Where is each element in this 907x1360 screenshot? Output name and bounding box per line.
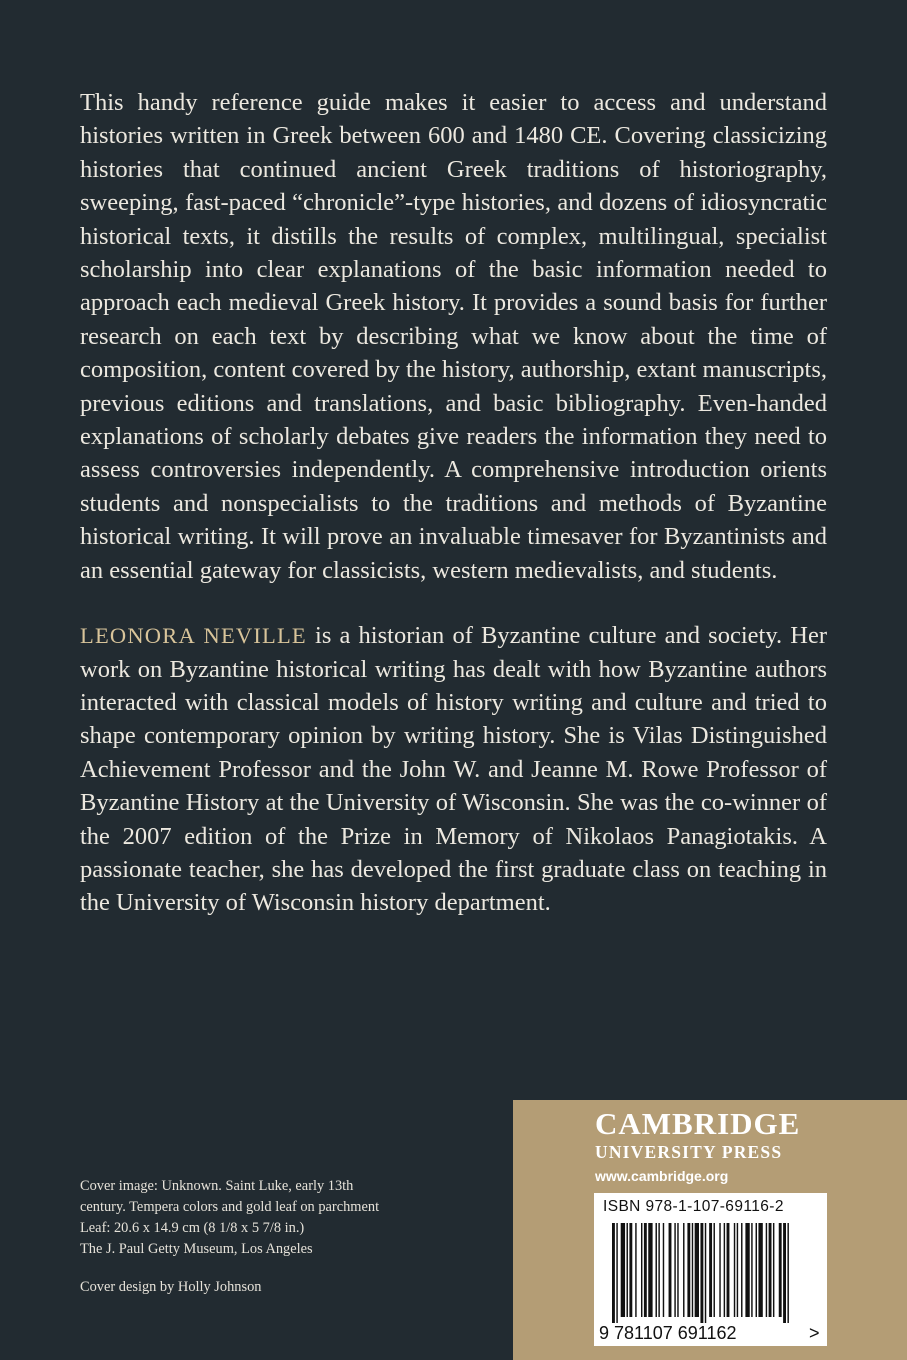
blurb xyxy=(80,86,827,920)
barcode-bar xyxy=(658,1223,659,1317)
author-bio: is a historian of Byzantine culture and society. Her work on Byzantine historical writing has dealt with how Byzantine authors interacted with classical models of history writing and culture and tried to shape contemporary opinion by writing history. She is Vilas Distinguished Achievement Professor and the John W. and Jeanne M. Rowe Professor of Byzantine History at the University of Wisconsin. She was the co-winner of the 2007 edition of the Prize in Memory of Nikolaos Panagiotakis. A passionate teacher, she has developed the first graduate class on teaching in the University of Wisconsin history department. xyxy=(80,622,827,917)
book-description: This handy reference guide makes it easier to access and understand histories written in Greek between 600 and 1480 CE. Covering classicizing histories that continued ancient Greek traditions of historiography, sweeping, fast-paced “chronicle”-type histories, and dozens of idiosyncratic historical texts, it distills the results of complex, multilingual, specialist scholarship into clear explanations of the basic information needed to approach each medieval Greek history. It provides a sound basis for further research on each text by describing what we know about the time of composition, content covered by the history, authorship, extant manuscripts, previous editions and translations, and basic bibliography. Even-handed explanations of scholarly debates give readers the information they need to assess controversies independently. A comprehensive introduction orients students and nonspecialists to the traditions and methods of Byzantine historical writing. It will prove an invaluable timesaver for Byzantinists and an essential gateway for classicists, western medievalists, and students. xyxy=(80,89,827,584)
cover-credits xyxy=(80,1176,500,1298)
cover-image-credit-line-1: Cover image: Unknown. Saint Luke, early 13th xyxy=(80,1178,354,1194)
barcode-bar xyxy=(621,1223,625,1317)
cover-image-credit-line-3: Leaf: 20.6 x 14.9 cm (8 1/8 x 5 7/8 in.) xyxy=(80,1220,305,1236)
barcode-bar xyxy=(719,1223,720,1317)
cover-image-credit-line-2: century. Tempera colors and gold leaf on parchment xyxy=(80,1199,380,1215)
barcode-bar xyxy=(745,1223,749,1317)
barcode-bar xyxy=(616,1223,617,1323)
barcode-bar xyxy=(737,1223,738,1317)
barcode-bar xyxy=(766,1223,767,1317)
barcode-bar xyxy=(714,1223,715,1317)
barcode-bar xyxy=(734,1223,735,1317)
barcode-bar xyxy=(727,1223,730,1317)
publisher-name: CAMBRIDGE xyxy=(595,1106,801,1141)
author-name: LEONORA NEVILLE xyxy=(80,623,307,649)
barcode-bar xyxy=(695,1223,699,1317)
cover-design-credit: Cover design by Holly Johnson xyxy=(80,1279,262,1295)
barcode-bar xyxy=(635,1223,636,1317)
author-bio-paragraph xyxy=(80,619,827,920)
barcode-bar xyxy=(756,1223,757,1317)
barcode-bar xyxy=(692,1223,693,1317)
barcode-digits: 9 781107 691162 xyxy=(599,1323,737,1343)
barcode-bar xyxy=(629,1223,632,1317)
barcode-bar xyxy=(741,1223,742,1317)
barcode-bar xyxy=(751,1223,752,1317)
barcode-bar xyxy=(648,1223,652,1317)
barcode-bar xyxy=(724,1223,725,1317)
barcode-bar xyxy=(669,1223,672,1317)
barcode-bar xyxy=(687,1223,690,1317)
barcode-bar xyxy=(644,1223,647,1317)
barcode-bar xyxy=(656,1223,657,1317)
barcode-bar xyxy=(641,1223,642,1317)
barcode-bar xyxy=(677,1223,678,1317)
barcode-bar xyxy=(683,1223,684,1317)
barcode-bar xyxy=(700,1223,703,1323)
barcode-end-mark: > xyxy=(809,1323,820,1343)
barcode-bar xyxy=(612,1223,615,1323)
barcode-bar xyxy=(674,1223,675,1317)
isbn-label: ISBN 978-1-107-69116-2 xyxy=(603,1198,784,1215)
barcode-bar xyxy=(779,1223,782,1317)
barcode-bar xyxy=(758,1223,762,1317)
barcode-bar xyxy=(663,1223,664,1317)
barcode-bar xyxy=(783,1223,786,1323)
barcode-bar xyxy=(773,1223,774,1317)
barcode-bar xyxy=(627,1223,628,1317)
barcode-graphic xyxy=(594,1193,827,1346)
publisher-subname: UNIVERSITY PRESS xyxy=(595,1142,783,1162)
barcode-bar xyxy=(709,1223,712,1317)
publisher-panel xyxy=(513,1100,907,1360)
cover-image-credit-line-4: The J. Paul Getty Museum, Los Angeles xyxy=(80,1241,313,1257)
barcode-bar xyxy=(769,1223,772,1317)
barcode-bar xyxy=(787,1223,788,1323)
isbn-barcode xyxy=(594,1193,827,1346)
barcode-bar xyxy=(705,1223,706,1323)
publisher-url: www.cambridge.org xyxy=(595,1168,729,1184)
